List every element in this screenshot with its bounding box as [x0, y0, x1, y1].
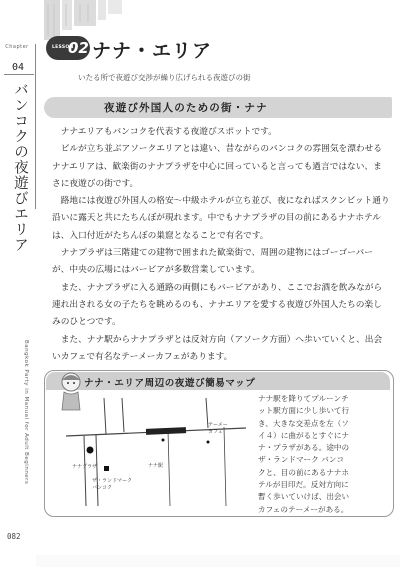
chapter-number: 04 [11, 62, 25, 73]
paragraph: また、ナナプラザに入る通路の両側にもバービアがあり、ここでお酒を飲みながら連れ出される女の子たちを眺めるのも、ナナエリアを愛する夜遊び外国人たちの楽しみのひとつです。 [52, 282, 383, 328]
chapter-label: Chapter [5, 44, 29, 50]
soi-4-street [84, 436, 86, 506]
book-credit: Bangkok Party in Manual for Adult Beginners [23, 340, 29, 485]
label-landmark: ザ・ランドマーク バンコク [92, 478, 133, 491]
nana-station-marker [162, 439, 165, 442]
map-title: ナナ・エリア周辺の夜遊び簡易マップ [84, 378, 256, 389]
label-nana-plaza: ナナプラザ [72, 464, 98, 470]
paragraph: ビルが立ち並ぶアソークエリアとは違い、昔ながらのバンコクの雰囲気を漂わせるナナエリアは、歓楽街のナナプラザを中心に回っていると言っても過言ではない、まさに夜遊びの街です。 [52, 144, 382, 189]
chapter-number-rule [4, 74, 34, 75]
nana-plaza-marker [87, 447, 94, 454]
body-text [52, 124, 390, 366]
label-termae-cafe: テーメー カフェ [208, 422, 228, 435]
chapter-title: バンコクの夜遊びエリア [12, 82, 28, 253]
lesson-number: 02 [68, 39, 89, 57]
section-title: 夜遊び外国人のための街・ナナ [104, 102, 268, 114]
landmark-marker [104, 466, 109, 471]
map-description: ナナ駅を降りてプルーンチット駅方面に少し歩いて行き、大きな交差点を左（ソイ４）に曲がるとすぐにナナ・プラザがある。途中のザ・ランドマーク バンコクと、目の前にあるナナホテルが目印だ。反対方向に暫く歩いていけば、出会いカフェのテーメーがある。 [258, 394, 350, 514]
lesson-subtitle: いたる所で夜遊び交渉が繰り広げられる夜遊びの街 [78, 73, 251, 82]
label-nana-station: ナナ駅 [148, 463, 164, 469]
footer-bar [36, 555, 400, 567]
page-number: 082 [7, 532, 21, 541]
bts-rail [146, 427, 186, 435]
margin-divider [35, 44, 36, 209]
termae-marker [207, 441, 210, 444]
lesson-title: ナナ・エリア [92, 40, 213, 62]
paragraph: 路地には夜遊び外国人の格安〜中級ホテルが立ち並び、夜になればスクンビット通り沿いに露天と共にたちんぼが現れます。中でもナナプラザの目の前にあるナナホテルは、入口付近がたちんぼの巣窟となることで有名です。 [52, 196, 390, 241]
lesson-word: LESSON [52, 45, 74, 50]
paragraph: また、ナナ駅からナナプラザとは反対方向（アソーク方面）へ歩いていくと、出会いカフェで有名なテーメーカフェがあります。 [52, 334, 383, 362]
lesson-badge [46, 36, 90, 60]
paragraph: ナナエリアもバンコクを代表する夜遊びスポットです。 [60, 127, 277, 137]
paragraph: ナナプラザは三階建ての建物で囲まれた歓楽街で、周囲の建物にはゴーゴーバーが、中央の広場にはバービアが多数営業しています。 [52, 248, 373, 276]
